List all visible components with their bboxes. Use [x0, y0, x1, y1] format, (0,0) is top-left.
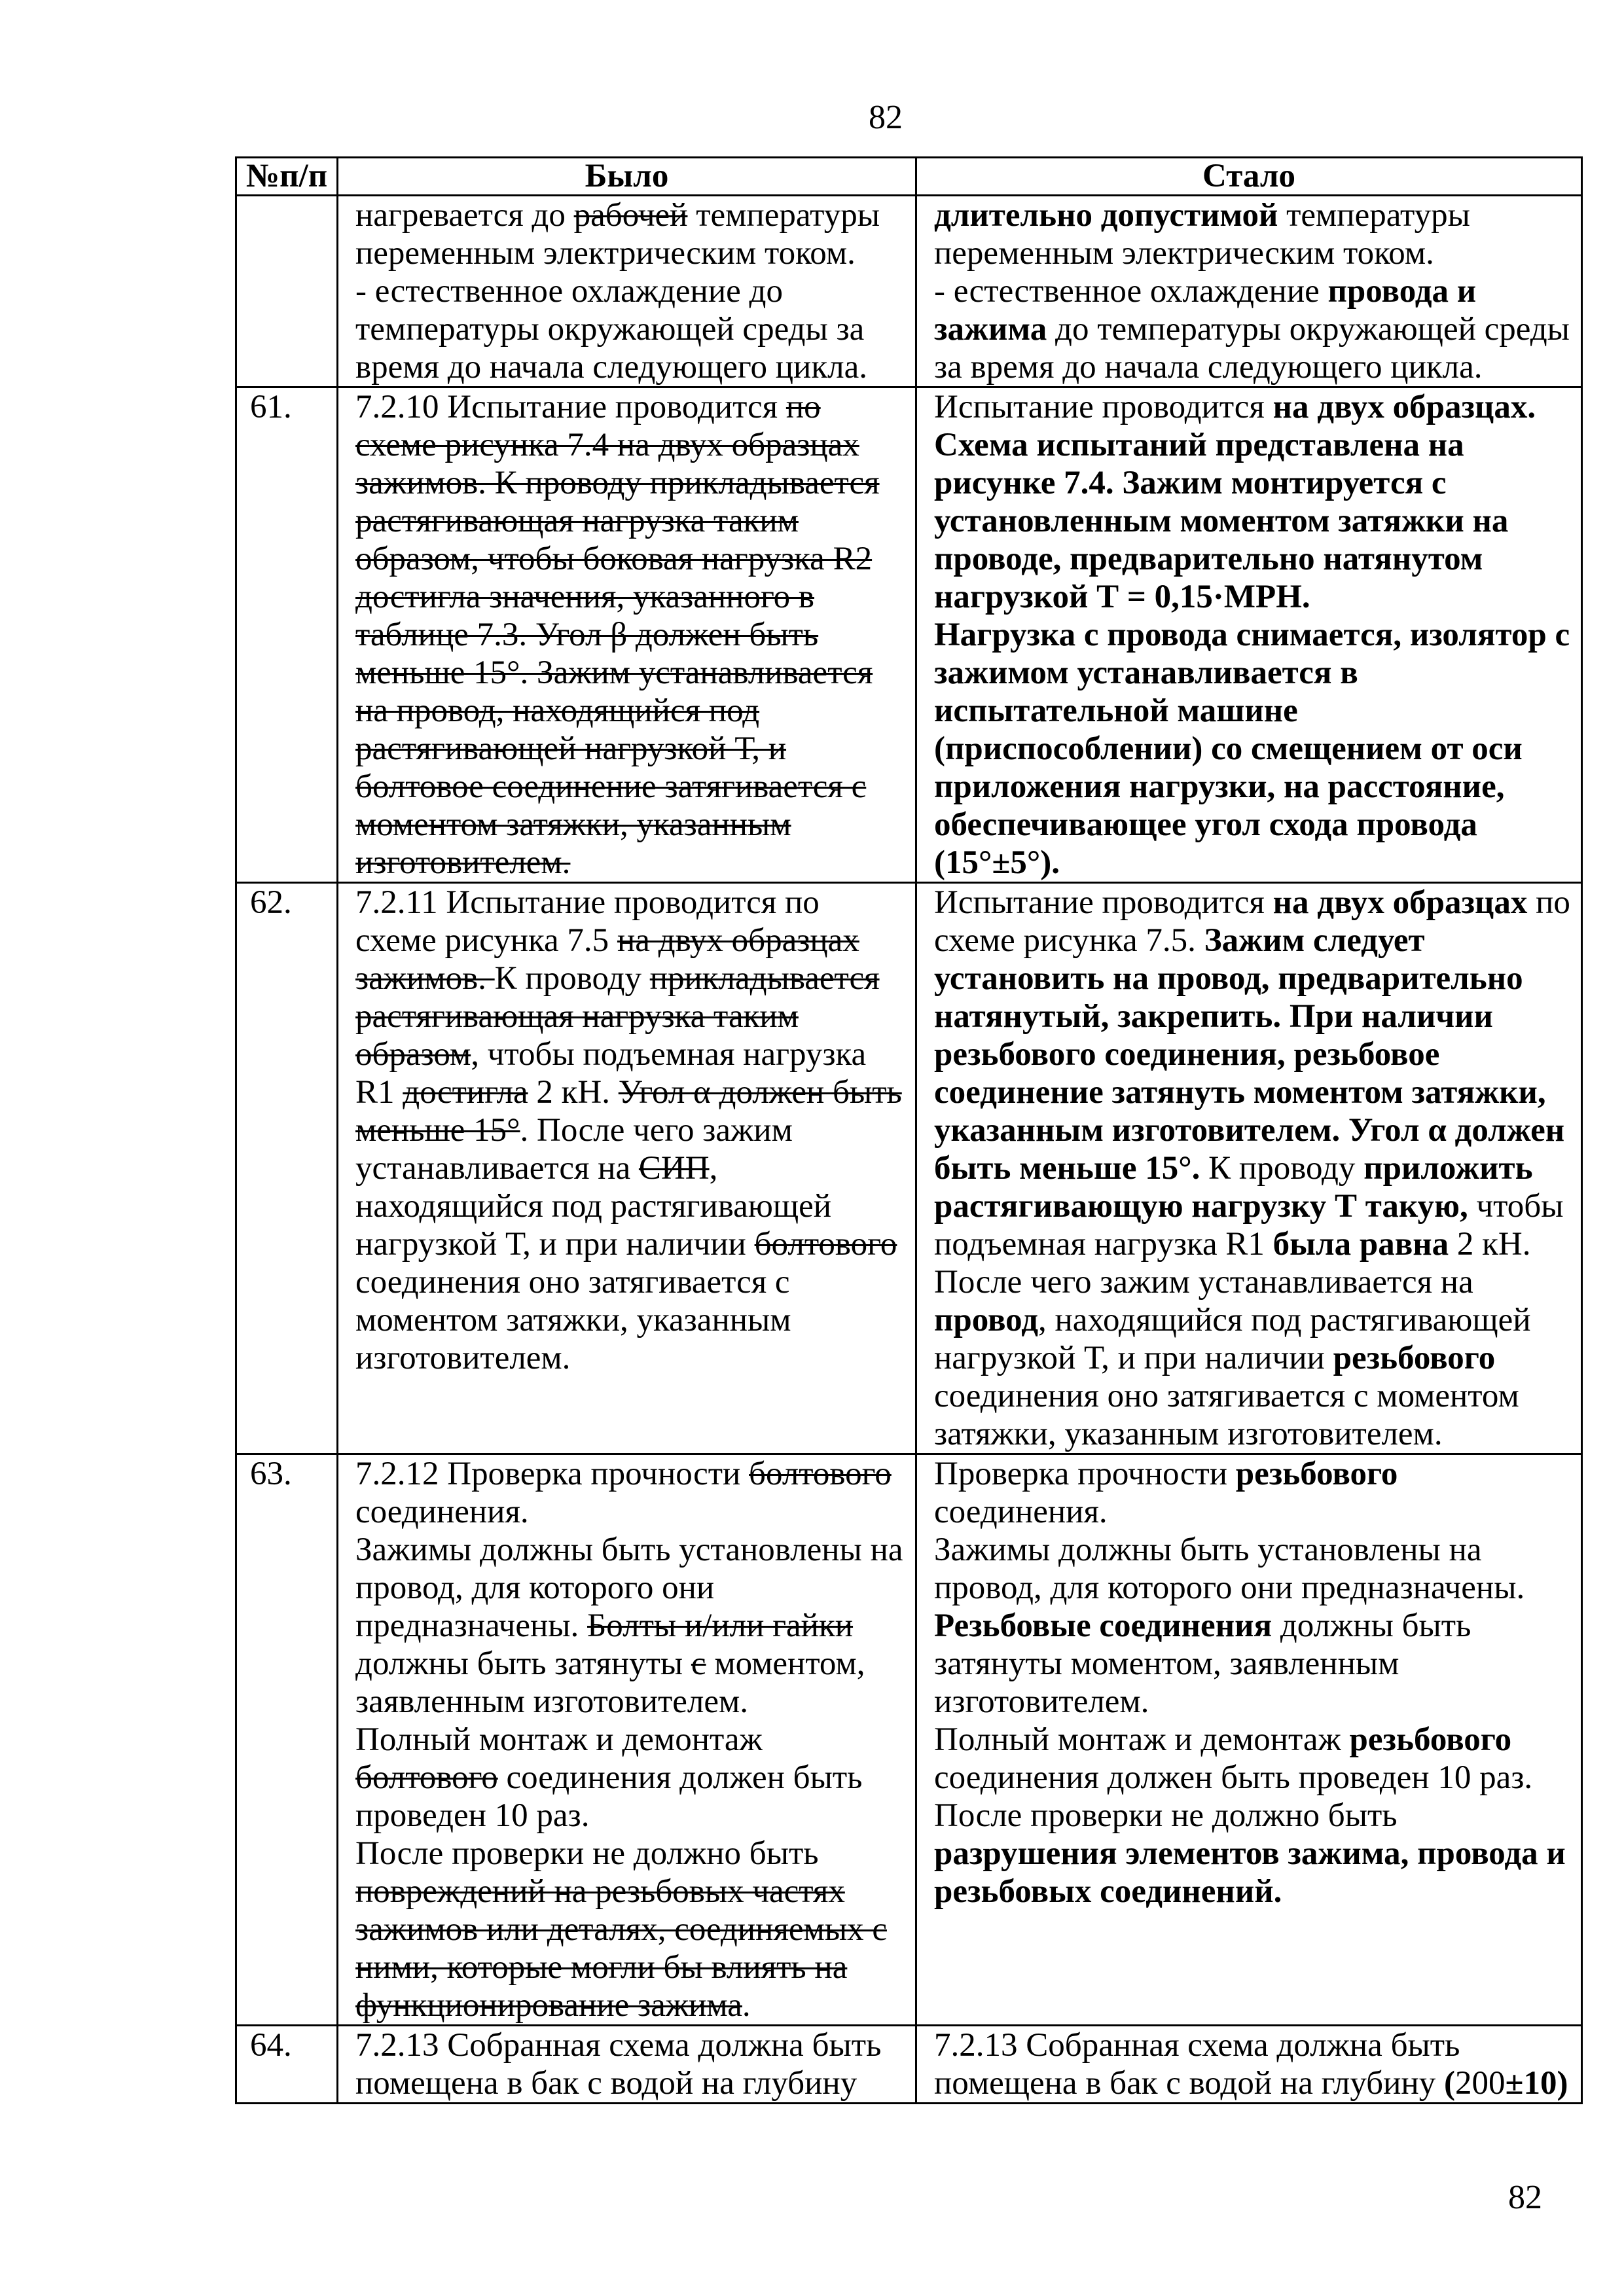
- text: 7.2.13 Собранная схема должна быть: [355, 2027, 882, 2064]
- text-line: [355, 2026, 915, 2064]
- text: температуры: [1278, 197, 1470, 234]
- text-line: [355, 844, 915, 882]
- text-line: [355, 540, 915, 578]
- cell-was: [338, 883, 916, 1454]
- added-text: установить на провод, предварительно: [934, 960, 1523, 997]
- text-line: [934, 692, 1581, 730]
- deleted-text: СИП: [638, 1150, 710, 1187]
- row-number: 64.: [236, 2026, 338, 2104]
- text-line: [934, 1415, 1581, 1453]
- text-line: [355, 1910, 915, 1948]
- text-line: [934, 884, 1581, 922]
- added-text: рисунке 7.4. Зажим монтируется с: [934, 465, 1447, 501]
- text: соединения должен быть проведен 10 раз.: [934, 1759, 1533, 1796]
- text-line: [355, 884, 915, 922]
- deleted-text: на двух образцах: [617, 922, 859, 959]
- text-line: [355, 1455, 915, 1493]
- cell-became: [916, 1454, 1582, 2026]
- text-line: [934, 1721, 1581, 1759]
- text-line: [934, 1111, 1581, 1149]
- deleted-text: меньше 15°. Зажим устанавливается: [355, 655, 873, 691]
- row-number: [236, 196, 338, 387]
- text-line: [355, 1721, 915, 1759]
- text: R1: [355, 1074, 403, 1111]
- text: Проверка прочности: [934, 1456, 1236, 1492]
- text-line: [934, 2026, 1581, 2064]
- cell-was: [338, 1454, 916, 2026]
- text-line: [355, 1569, 915, 1607]
- deleted-text: изготовителем.: [355, 844, 571, 881]
- added-text: зажимом устанавливается в: [934, 655, 1358, 691]
- text-line: [934, 1339, 1581, 1377]
- text: После проверки не должно быть: [355, 1835, 819, 1872]
- header-became: Стало: [916, 158, 1582, 196]
- text: К проводу: [494, 960, 650, 997]
- text-line: [355, 1111, 915, 1149]
- deleted-text: образом: [355, 1036, 471, 1073]
- text-line: [355, 1759, 915, 1797]
- added-text: Зажим следует: [1204, 922, 1425, 959]
- text: предназначены.: [355, 1607, 588, 1644]
- text: - естественное охлаждение до: [355, 273, 783, 310]
- added-text: Схема испытаний представлена на: [934, 427, 1464, 463]
- text: Зажимы должны быть установлены на: [934, 1532, 1482, 1568]
- text-line: [934, 540, 1581, 578]
- text-line: [355, 464, 915, 502]
- text-line: [934, 502, 1581, 540]
- row-number: 61.: [236, 387, 338, 883]
- table-row: [236, 883, 1582, 1454]
- added-text: испытательной машине: [934, 692, 1298, 729]
- text: моментом затяжки, указанным: [355, 1302, 791, 1338]
- text-line: [355, 2064, 915, 2102]
- text: После проверки не должно быть: [934, 1797, 1398, 1834]
- text-line: [355, 1531, 915, 1569]
- added-text: резьбового: [1235, 1456, 1398, 1492]
- text-line: [934, 1645, 1581, 1683]
- text-line: [355, 1797, 915, 1835]
- text: ,: [709, 1150, 718, 1187]
- added-text: приложить: [1363, 1150, 1533, 1187]
- deleted-text: функционирование зажима: [355, 1987, 742, 2024]
- text: по: [1527, 884, 1570, 921]
- text: Полный монтаж и демонтаж: [934, 1721, 1350, 1758]
- text: 7.2.12 Проверка прочности: [355, 1456, 749, 1492]
- text-line: [934, 654, 1581, 692]
- text-line: [355, 1187, 915, 1225]
- text-line: [355, 960, 915, 997]
- added-text: Нагрузка с провода снимается, изолятор с: [934, 617, 1570, 653]
- text-line: [355, 348, 915, 386]
- text: должны быть затянуты: [355, 1645, 691, 1682]
- text: схеме рисунка 7.5.: [934, 922, 1204, 959]
- text-line: [355, 1339, 915, 1377]
- text-line: [934, 1263, 1581, 1301]
- deleted-text: Болты и/или гайки: [587, 1607, 854, 1644]
- header-number: №п/п: [236, 158, 338, 196]
- page-number-top: 82: [869, 99, 903, 136]
- added-text: резьбового соединения, резьбовое: [934, 1036, 1440, 1073]
- text: . После чего зажим: [520, 1112, 793, 1149]
- text-line: [355, 1263, 915, 1301]
- text: затянуты моментом, заявленным: [934, 1645, 1399, 1682]
- text: , чтобы подъемная нагрузка: [471, 1036, 867, 1073]
- deleted-text: моментом затяжки, указанным: [355, 806, 791, 843]
- text-line: [355, 1986, 915, 2024]
- text-line: [934, 1797, 1581, 1835]
- text-line: [355, 1607, 915, 1645]
- text: нагрузкой Т, и при наличии: [934, 1340, 1333, 1376]
- text-line: [355, 1035, 915, 1073]
- text: , находящийся под растягивающей: [1038, 1302, 1531, 1338]
- cell-was: [338, 387, 916, 883]
- row-number: 62.: [236, 883, 338, 1454]
- text-line: [934, 1873, 1581, 1910]
- text: температуры окружающей среды за: [355, 311, 865, 348]
- text-line: [934, 806, 1581, 844]
- text: соединения оно затягивается с моментом: [934, 1378, 1519, 1414]
- deleted-text: растягивающая нагрузка таким: [355, 503, 799, 539]
- added-text: (15°±5°).: [934, 844, 1060, 881]
- text-line: [934, 1759, 1581, 1797]
- text: до температуры окружающей среды: [1047, 311, 1570, 348]
- row-number: 63.: [236, 1454, 338, 2026]
- text-line: [355, 1301, 915, 1339]
- text: Испытание проводится: [934, 389, 1273, 425]
- added-text: растягивающую нагрузку Т такую,: [934, 1188, 1468, 1225]
- deleted-text: Угол α должен быть: [618, 1074, 902, 1111]
- added-text: натянутый, закрепить. При наличии: [934, 998, 1493, 1035]
- text: температуры: [687, 197, 880, 234]
- text-line: [934, 1035, 1581, 1073]
- added-text: резьбовых соединений.: [934, 1873, 1282, 1910]
- text: 7.2.13 Собранная схема должна быть: [934, 2027, 1460, 2064]
- added-text: указанным изготовителем. Угол α должен: [934, 1112, 1565, 1149]
- added-text: на двух образцах.: [1272, 389, 1536, 425]
- text-line: [355, 616, 915, 654]
- text: изготовителем.: [355, 1340, 571, 1376]
- text: Зажимы должны быть установлены на: [355, 1532, 903, 1568]
- text-line: [934, 616, 1581, 654]
- text-line: [355, 272, 915, 310]
- text-line: [355, 502, 915, 540]
- text-line: [934, 2064, 1581, 2102]
- cell-became: [916, 196, 1582, 387]
- table-row: [236, 387, 1582, 883]
- text-line: [355, 426, 915, 464]
- deleted-text: схеме рисунка 7.4 на двух образцах: [355, 427, 859, 463]
- text-line: [934, 348, 1581, 386]
- cell-was: [338, 2026, 916, 2104]
- deleted-text: болтового: [754, 1226, 897, 1263]
- added-text: соединение затянуть моментом затяжки,: [934, 1074, 1546, 1111]
- added-text: провода и: [1327, 273, 1477, 310]
- text: Полный монтаж и демонтаж: [355, 1721, 763, 1758]
- table-row: [236, 1454, 1582, 2026]
- text: К проводу: [1200, 1150, 1364, 1187]
- deleted-text: достигла: [403, 1074, 528, 1111]
- text-line: [355, 1149, 915, 1187]
- added-text: резьбового: [1349, 1721, 1512, 1758]
- added-text: длительно допустимой: [934, 197, 1278, 234]
- added-text: проводе, предварительно натянутом: [934, 541, 1483, 577]
- deleted-text: меньше 15°: [355, 1112, 520, 1149]
- deleted-text: рабочей: [573, 197, 688, 234]
- text-line: [355, 730, 915, 768]
- text-line: [934, 844, 1581, 882]
- text-line: [934, 960, 1581, 997]
- text: переменным электрическим током.: [934, 235, 1434, 272]
- text-line: [934, 1455, 1581, 1493]
- text: 2 кН.: [528, 1074, 619, 1111]
- deleted-text: по: [785, 389, 821, 425]
- added-text: приложения нагрузки, на расстояние,: [934, 768, 1505, 805]
- deleted-text: с: [691, 1645, 706, 1682]
- deleted-text: зажимов.: [355, 960, 495, 997]
- text-line: [934, 997, 1581, 1035]
- text: чтобы: [1468, 1188, 1564, 1225]
- deleted-text: болтового: [749, 1456, 892, 1492]
- deleted-text: образом, чтобы боковая нагрузка R2: [355, 541, 873, 577]
- text-line: [934, 1531, 1581, 1569]
- text-line: [934, 1187, 1581, 1225]
- text: заявленным изготовителем.: [355, 1683, 749, 1720]
- text: соединения должен быть: [497, 1759, 863, 1796]
- added-text: зажима: [934, 311, 1047, 348]
- text-line: [934, 1377, 1581, 1415]
- added-text: (приспособлении) со смещением от оси: [934, 730, 1523, 767]
- deleted-text: таблице 7.3. Угол β должен быть: [355, 617, 819, 653]
- text-line: [934, 272, 1581, 310]
- header-was: Было: [338, 158, 916, 196]
- text-line: [934, 768, 1581, 806]
- added-text: нагрузкой Т = 0,15·МРН.: [934, 579, 1310, 615]
- cell-became: [916, 883, 1582, 1454]
- table-row: [236, 196, 1582, 387]
- text: затяжки, указанным изготовителем.: [934, 1416, 1443, 1452]
- text: за время до начала следующего цикла.: [934, 349, 1483, 386]
- table-header-row: [236, 158, 1582, 196]
- text: 200: [1454, 2065, 1506, 2102]
- text-line: [934, 730, 1581, 768]
- added-text: провод: [934, 1302, 1039, 1338]
- added-text: на двух образцах: [1272, 884, 1528, 921]
- text-line: [355, 806, 915, 844]
- text: соединения оно затягивается с: [355, 1264, 790, 1300]
- text-line: [355, 1073, 915, 1111]
- text: 7.2.11 Испытание проводится по: [355, 884, 820, 921]
- text: нагревается до: [355, 197, 574, 234]
- deleted-text: болтового: [355, 1759, 498, 1796]
- text: время до начала следующего цикла.: [355, 349, 867, 386]
- added-text: быть меньше 15°.: [934, 1150, 1200, 1187]
- deleted-text: зажимов. К проводу прикладывается: [355, 465, 880, 501]
- text-line: [355, 578, 915, 616]
- text-line: [355, 768, 915, 806]
- text-line: [355, 997, 915, 1035]
- text-line: [934, 1835, 1581, 1873]
- added-text: Резьбовые соединения: [934, 1607, 1272, 1644]
- text: Испытание проводится: [934, 884, 1273, 921]
- text-line: [355, 388, 915, 426]
- text: соединения.: [934, 1494, 1108, 1530]
- page-number-bottom: 82: [1508, 2179, 1542, 2216]
- text-line: [355, 1873, 915, 1910]
- text-line: [355, 922, 915, 960]
- text-line: [355, 1948, 915, 1986]
- text-line: [934, 1225, 1581, 1263]
- text-line: [934, 310, 1581, 348]
- added-text: (: [1443, 2065, 1455, 2102]
- text-line: [934, 464, 1581, 502]
- text-line: [355, 1645, 915, 1683]
- text: переменным электрическим током.: [355, 235, 856, 272]
- text-line: [934, 578, 1581, 616]
- added-text: резьбового: [1333, 1340, 1496, 1376]
- deleted-text: болтовое соединение затягивается с: [355, 768, 867, 805]
- text: соединения.: [355, 1494, 529, 1530]
- deleted-text: прикладывается: [649, 960, 880, 997]
- text-line: [355, 234, 915, 272]
- text: После чего зажим устанавливается на: [934, 1264, 1473, 1300]
- changes-table: [235, 156, 1583, 2104]
- text-line: [355, 1493, 915, 1531]
- added-text: установленным моментом затяжки на: [934, 503, 1509, 539]
- added-text: ±10): [1505, 2065, 1568, 2102]
- deleted-text: растягивающая нагрузка таким: [355, 998, 799, 1035]
- text-line: [934, 388, 1581, 426]
- text: провод, для которого они предназначены.: [934, 1570, 1525, 1606]
- text-line: [934, 922, 1581, 960]
- text-line: [355, 1225, 915, 1263]
- text-line: [355, 654, 915, 692]
- deleted-text: на провод, находящийся под: [355, 692, 760, 729]
- text-line: [934, 1607, 1581, 1645]
- deleted-text: повреждений на резьбовых частях: [355, 1873, 845, 1910]
- added-text: обеспечивающее угол схода провода: [934, 806, 1477, 843]
- text-line: [934, 1683, 1581, 1721]
- cell-became: [916, 2026, 1582, 2104]
- text-line: [934, 1149, 1581, 1187]
- deleted-text: зажимов или деталях, соединяемых с: [355, 1911, 887, 1948]
- text: должны быть: [1272, 1607, 1471, 1644]
- text: провод, для которого они: [355, 1570, 715, 1606]
- text: помещена в бак с водой на глубину: [934, 2065, 1444, 2102]
- text-line: [355, 1835, 915, 1873]
- text-line: [934, 426, 1581, 464]
- added-text: была равна: [1272, 1226, 1449, 1263]
- table-row: [236, 2026, 1582, 2104]
- text-line: [355, 1683, 915, 1721]
- text: 7.2.10 Испытание проводится: [355, 389, 786, 425]
- text: помещена в бак с водой на глубину: [355, 2065, 857, 2102]
- text: - естественное охлаждение: [934, 273, 1328, 310]
- text-line: [934, 196, 1581, 234]
- table-body: [236, 196, 1582, 2104]
- text-line: [355, 196, 915, 234]
- cell-was: [338, 196, 916, 387]
- deleted-text: растягивающей нагрузкой Т, и: [355, 730, 787, 767]
- text: находящийся под растягивающей: [355, 1188, 832, 1225]
- deleted-text: ними, которые могли бы влиять на: [355, 1949, 848, 1986]
- text: изготовителем.: [934, 1683, 1149, 1720]
- text: моментом,: [706, 1645, 865, 1682]
- text: .: [742, 1987, 751, 2024]
- text-line: [355, 692, 915, 730]
- cell-became: [916, 387, 1582, 883]
- text: 2 кН.: [1449, 1226, 1531, 1263]
- text-line: [934, 1301, 1581, 1339]
- text-line: [934, 234, 1581, 272]
- deleted-text: достигла значения, указанного в: [355, 579, 814, 615]
- text: устанавливается на: [355, 1150, 639, 1187]
- text-line: [355, 310, 915, 348]
- text: схеме рисунка 7.5: [355, 922, 617, 959]
- text-line: [934, 1569, 1581, 1607]
- text: нагрузкой Т, и при наличии: [355, 1226, 755, 1263]
- added-text: разрушения элементов зажима, провода и: [934, 1835, 1566, 1872]
- text: проведен 10 раз.: [355, 1797, 590, 1834]
- text-line: [934, 1073, 1581, 1111]
- text: подъемная нагрузка R1: [934, 1226, 1273, 1263]
- text-line: [934, 1493, 1581, 1531]
